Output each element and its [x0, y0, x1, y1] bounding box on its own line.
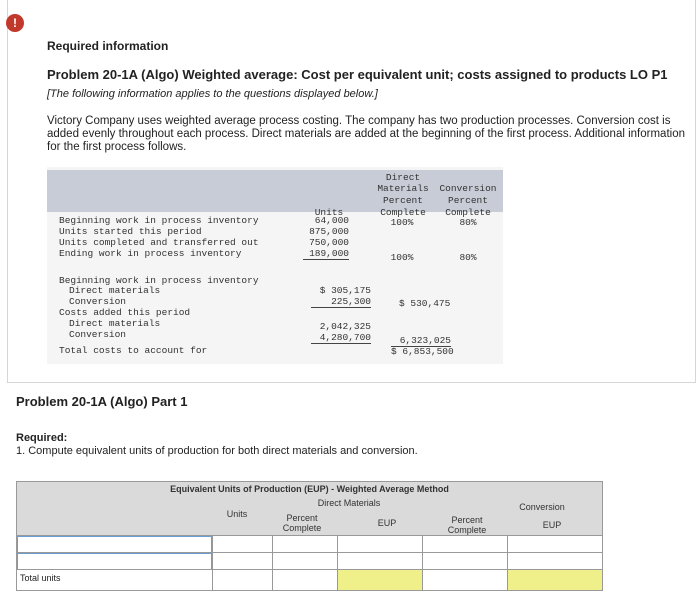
units-beg-wip: 64,000 — [314, 215, 349, 226]
cost-beg-total: $ 530,475 — [399, 298, 451, 309]
cost-added-total: 6,323,025 — [391, 335, 451, 347]
cost-conv2: 4,280,700 — [311, 332, 371, 344]
row-2-dm-eup-input[interactable] — [337, 553, 422, 570]
row-1-dm-pct-input[interactable] — [272, 536, 337, 553]
cost-conv1: 225,300 — [311, 296, 371, 308]
eup-row-1 — [17, 535, 602, 553]
eup-row-2 — [17, 552, 602, 570]
required-information-heading: Required information — [47, 39, 169, 53]
dm-pct-header-line-2: Complete — [282, 523, 322, 533]
units-completed: 750,000 — [309, 237, 349, 248]
units-header: Units — [314, 207, 344, 218]
problem-title: Problem 20-1A (Algo) Weighted average: Cost per equivalent unit; costs assigned to products LO P1 — [47, 67, 668, 82]
row-2-label-input[interactable] — [17, 553, 212, 570]
row-2-conv-pct-input[interactable] — [422, 553, 507, 570]
conv-pct-header-line-2: Complete — [447, 525, 487, 535]
process-info-table — [47, 167, 503, 364]
info-table-header-band — [47, 170, 503, 212]
total-conv-eup-input[interactable] — [507, 570, 602, 590]
units-end-wip: 189,000 — [303, 248, 349, 260]
dm-header-line-1: Direct — [385, 172, 421, 183]
dm-header-line-2: Materials — [377, 183, 429, 194]
part-title: Problem 20-1A (Algo) Part 1 — [16, 394, 188, 409]
cost-dm1: $ 305,175 — [319, 285, 371, 296]
row-1-conv-eup-input[interactable] — [507, 536, 602, 553]
row-2-dm-pct-input[interactable] — [272, 553, 337, 570]
conv-header-line-2: Percent — [448, 195, 488, 206]
total-dm-pct-cell — [272, 570, 337, 590]
total-units-cell — [212, 570, 272, 590]
dm-pct-header-line-1: Percent — [286, 513, 318, 523]
total-dm-eup-input[interactable] — [337, 570, 422, 590]
conv-eup-header: EUP — [542, 520, 562, 530]
eup-total-row — [17, 569, 602, 590]
units-col-header: Units — [226, 509, 248, 519]
dm-header-line-3: Percent — [383, 195, 423, 206]
conv-pct-beg: 80% — [459, 217, 477, 228]
dm-group-header: Direct Materials — [317, 498, 381, 508]
row-1-units-input[interactable] — [212, 536, 272, 553]
dm-pct-beg: 100% — [390, 217, 414, 228]
total-conv-pct-cell — [422, 570, 507, 590]
cost-label-beg-wip: Beginning work in process inventory — [59, 275, 259, 286]
row-label-end-wip: Ending work in process inventory — [59, 248, 242, 259]
cost-label-total: Total costs to account for — [59, 345, 208, 356]
intro-paragraph: Victory Company uses weighted average process costing. The company has two production processes. Conversion cost is added evenly throughout each process. Direct materials are added at the beginning of the first process. Additional information for the first process follows. — [47, 115, 685, 153]
cost-label-dm1: Direct materials — [69, 285, 161, 296]
applies-note: [The following information applies to the questions displayed below.] — [47, 88, 378, 100]
row-1-conv-pct-input[interactable] — [422, 536, 507, 553]
row-label-beg-wip: Beginning work in process inventory — [59, 215, 259, 226]
units-started: 875,000 — [309, 226, 349, 237]
conv-pct-end: 80% — [459, 252, 477, 263]
eup-table — [16, 481, 603, 591]
cost-label-conv2: Conversion — [69, 329, 127, 340]
required-text: 1. Compute equivalent units of production for both direct materials and conversion. — [16, 445, 418, 457]
cost-label-dm2: Direct materials — [69, 318, 161, 329]
row-2-conv-eup-input[interactable] — [507, 553, 602, 570]
row-2-units-input[interactable] — [212, 553, 272, 570]
dm-pct-end: 100% — [390, 252, 414, 263]
required-label: Required: — [16, 432, 68, 444]
dm-header-line-4: Complete — [380, 207, 426, 218]
conv-pct-header-line-1: Percent — [451, 515, 483, 525]
conv-header-line-1: Conversion — [439, 183, 497, 194]
cost-grand-total: $ 6,853,500 — [391, 346, 454, 357]
cost-label-added: Costs added this period — [59, 307, 191, 318]
alert-icon: ! — [6, 14, 24, 32]
row-1-label-input[interactable] — [17, 536, 212, 553]
row-label-completed: Units completed and transferred out — [59, 237, 259, 248]
total-units-label: Total units — [20, 573, 61, 583]
row-label-started: Units started this period — [59, 226, 202, 237]
dm-eup-header: EUP — [377, 518, 397, 528]
cost-label-conv1: Conversion — [69, 296, 127, 307]
conv-header-line-3: Complete — [445, 207, 491, 218]
cost-dm2: 2,042,325 — [319, 321, 371, 332]
row-1-dm-eup-input[interactable] — [337, 536, 422, 553]
conv-group-header: Conversion — [519, 502, 565, 512]
eup-table-title: Equivalent Units of Production (EUP) - Weighted Average Method — [170, 484, 449, 494]
